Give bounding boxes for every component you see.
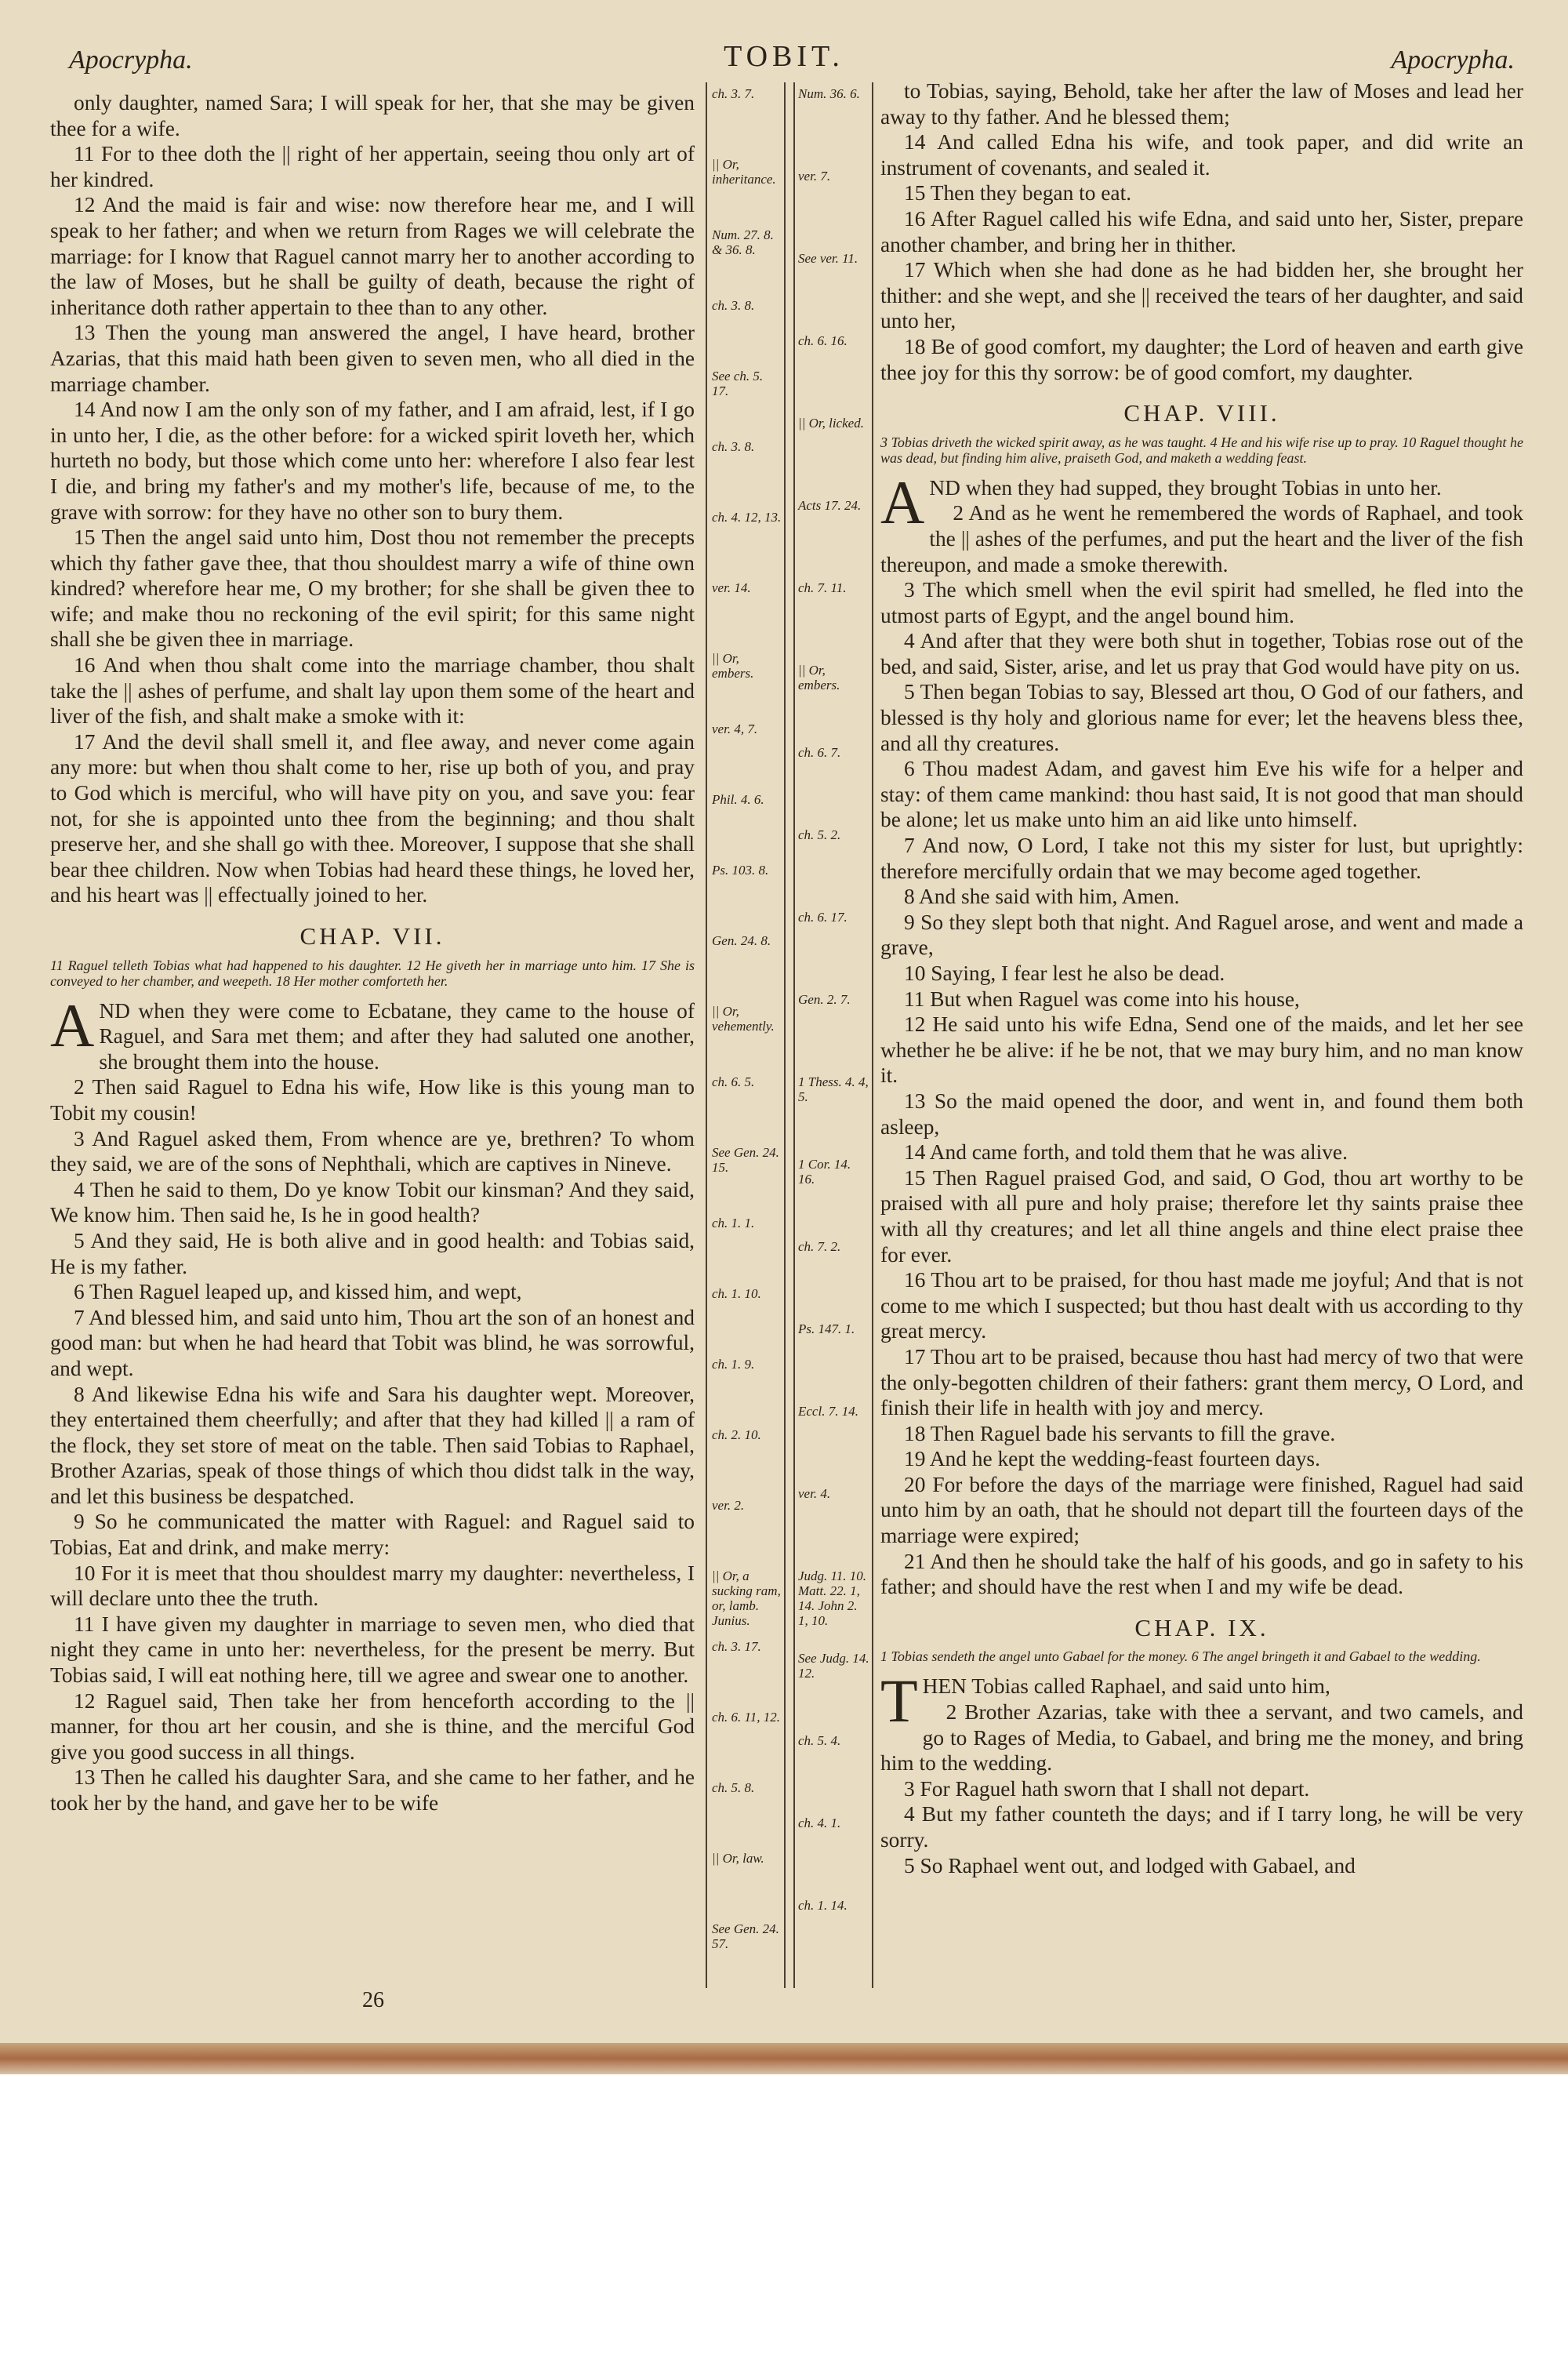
verse: 6 Thou madest Adam, and gavest him Eve his wife for a helper and stay: of them came mankind: thou hast said, It is not good that man should be alone; let us make unto him an aid like unto himself. — [880, 757, 1523, 832]
verse: 9 So he communicated the matter with Raguel: and Raguel said to Tobias, Eat and drink, and make merry: — [50, 1510, 695, 1560]
verse: 8 And she said with him, Amen. — [904, 885, 1180, 909]
verse: 12 And the maid is fair and wise: now therefore hear me, and I will speak to her father; and when we return from Rages we will celebrate the marriage: for I know that Raguel cannot marry her to another according to the law of Moses, but he shall be guilty of death, because the right of inheritance doth rather appertain to thee than to any other. — [50, 193, 695, 319]
verse: 2 And as he went he remembered the words of Raphael, and took the || ashes of the perfumes, and put the heart and the liver of the fish thereupon, and made a smoke therewith. — [880, 501, 1523, 576]
verse: 15 Then the angel said unto him, Dost thou not remember the precepts which thy father gave thee, that thou shouldest marry a wife of thine own kindred? wherefore hear me, O my brother; for she shall be given thee to wife; and make thou no reckoning of the evil spirit; for this same night shall she be given thee in marriage. — [50, 525, 695, 652]
verse: 10 Saying, I fear lest he also be dead. — [904, 961, 1225, 985]
verse: 17 Which when she had done as he had bidden her, she brought her thither: and she wept, and she || received the tears of her daughter, and said unto her, — [880, 258, 1523, 333]
verse: 5 And they said, He is both alive and in good health: and Tobias said, He is my father. — [50, 1228, 695, 1278]
margin-reference: ch. 2. 10. — [712, 1427, 761, 1442]
chapter-summary: 3 Tobias driveth the wicked spirit away, as he was taught. 4 He and his wife rise up to pray. 10 Raguel thought he was dead, but finding him alive, praiseth God, and maketh a wedding feast. — [880, 434, 1523, 466]
verse: 18 Then Raguel bade his servants to fill the grave. — [904, 1421, 1336, 1445]
margin-reference: ch. 3. 17. — [712, 1639, 761, 1654]
running-head-right: Apocrypha. — [1391, 45, 1515, 75]
margin-reference: ch. 1. 1. — [712, 1216, 755, 1230]
margin-reference: See Judg. 14. 12. — [798, 1651, 869, 1681]
margin-reference: Gen. 2. 7. — [798, 992, 851, 1007]
column-rule — [784, 82, 786, 1988]
verse: 9 So they slept both that night. And Raguel arose, and went and made a grave, — [880, 910, 1523, 960]
verse: 11 But when Raguel was come into his house, — [904, 987, 1300, 1011]
verse-list — [50, 1074, 695, 1816]
first-verse — [880, 467, 1523, 536]
chapter-heading: CHAP. IX. — [1134, 1613, 1269, 1641]
margin-reference: ch. 4. 1. — [798, 1816, 841, 1830]
margin-reference: Phil. 4. 6. — [712, 792, 764, 807]
margin-reference: ver. 4, 7. — [712, 722, 758, 736]
margin-reference: || Or, vehemently. — [712, 1004, 775, 1034]
verse: 13 Then he called his daughter Sara, and she came to her father, and he took her by the hand, and gave her to be wife — [50, 1765, 695, 1815]
verse-list — [880, 1699, 1523, 1878]
verse: 20 For before the days of the marriage were finished, Raguel had said unto him by an oath, that he should not depart till the fourteen days of the marriage were expired; — [880, 1472, 1523, 1548]
verse: 18 Be of good comfort, my daughter; the Lord of heaven and earth give thee joy for this thy sorrow: be of good comfort, my daughter. — [880, 334, 1523, 384]
margin-reference: Gen. 24. 8. — [712, 933, 771, 948]
first-verse — [50, 990, 695, 1075]
verse: 10 For it is meet that thou shouldest marry my daughter: nevertheless, I will declare unto thee the truth. — [50, 1561, 695, 1611]
margin-reference: See ver. 11. — [798, 251, 858, 266]
verse: to Tobias, saying, Behold, take her after the law of Moses and lead her away to thy father. And he blessed them; — [880, 79, 1523, 129]
margin-reference: ver. 4. — [798, 1486, 831, 1501]
verse: 16 After Raguel called his wife Edna, and said unto her, Sister, prepare another chamber, and bring her in thither. — [880, 206, 1523, 256]
margin-reference: || Or, law. — [712, 1851, 764, 1866]
verse: 2 Then said Raguel to Edna his wife, How like is this young man to Tobit my cousin! — [50, 1075, 695, 1125]
chapter-summary: 11 Raguel telleth Tobias what had happened to his daughter. 12 He giveth her in marriage unto him. 17 She is conveyed to her chamber, and weepeth. 18 Her mother comforteth her. — [50, 957, 695, 989]
margin-reference: || Or, a sucking ram, or, lamb. Junius. — [712, 1568, 781, 1628]
margin-reference: ch. 5. 4. — [798, 1733, 841, 1748]
column-rule — [706, 82, 707, 1988]
verse: 3 And Raguel asked them, From whence are ye, brethren? To whom they said, we are of the sons of Nephthali, which are captives in Nineve. — [50, 1126, 695, 1176]
verse: 3 For Raguel hath sworn that I shall not depart. — [904, 1776, 1310, 1801]
margin-reference: ch. 7. 11. — [798, 580, 847, 595]
margin-reference: ver. 2. — [712, 1498, 745, 1513]
page-edge — [0, 2043, 1568, 2074]
margin-reference: ch. 5. 8. — [712, 1780, 755, 1795]
margin-reference: Acts 17. 24. — [798, 498, 862, 513]
verse: 7 And blessed him, and said unto him, Thou art the son of an honest and good man: but when he had heard that Tobit was blind, he was sorrowful, and wept. — [50, 1305, 695, 1380]
verse: 11 I have given my daughter in marriage to seven men, who died that night they came in unto her: nevertheless, for the present be merry. But Tobias said, I will eat nothing here, till we agree and swear one to another. — [50, 1612, 695, 1688]
margin-reference: ch. 6. 7. — [798, 745, 841, 760]
margin-reference: ch. 6. 5. — [712, 1074, 755, 1089]
verse: 6 Then Raguel leaped up, and kissed him, and wept, — [74, 1280, 522, 1304]
verse: 21 And then he should take the half of his goods, and go in safety to his father; and should have the rest when I and my wife be dead. — [880, 1549, 1523, 1599]
verse: 4 Then he said to them, Do ye know Tobit our kinsman? And they said, We know him. Then said he, Is he in good health? — [50, 1177, 695, 1227]
margin-reference: ch. 3. 8. — [712, 439, 755, 454]
verse: 16 Thou art to be praised, for thou hast made me joyful; And that is not come to me which I suspected; but thou hast dealt with us according to thy great mercy. — [880, 1268, 1523, 1343]
column-rule — [872, 82, 873, 1988]
right-text-column — [880, 78, 1523, 1878]
running-head-title: TOBIT. — [724, 40, 844, 73]
chapter-heading: CHAP. VIII. — [1123, 399, 1280, 427]
verse-list — [880, 78, 1523, 385]
margin-reference: See Gen. 24. 15. — [712, 1145, 779, 1175]
chapter-summary: 1 Tobias sendeth the angel unto Gabael for the money. 6 The angel bringeth it and Gabael to the wedding. — [880, 1648, 1481, 1665]
verse: 5 Then began Tobias to say, Blessed art thou, O God of our fathers, and blessed is thy holy and glorious name for ever; let the heavens bless thee, and all thy creatures. — [880, 680, 1523, 755]
margin-reference: ch. 1. 9. — [712, 1357, 755, 1372]
margin-reference: ch. 4. 12, 13. — [712, 510, 782, 525]
margin-reference: ch. 5. 2. — [798, 827, 841, 842]
margin-reference: ch. 3. 7. — [712, 86, 755, 101]
verse: 3 The which smell when the evil spirit had smelled, he fled into the utmost parts of Egypt, and the angel bound him. — [880, 578, 1523, 627]
verse: 5 So Raphael went out, and lodged with Gabael, and — [904, 1853, 1356, 1877]
verse: 11 For to thee doth the || right of her appertain, seeing thou only art of her kindred. — [50, 142, 695, 191]
verse: 17 And the devil shall smell it, and flee away, and never come again any more: but when thou shalt come to her, rise up both of you, and pray to God which is merciful, who will have pity on you, and save you: fear not, for she is appointed unto thee from the beginning; and thou shalt preserve her, and she shall go with thee. Moreover, I suppose that she shall bear thee children. Now when Tobias had heard these things, he loved her, and his heart was || effectually joined to her. — [50, 729, 695, 907]
margin-reference: ver. 14. — [712, 580, 751, 595]
verse: 17 Thou art to be praised, because thou hast had mercy of two that were the only-begotten children of their fathers: grant them mercy, O Lord, and finish their life in health with joy and mercy. — [880, 1344, 1523, 1420]
margin-reference: ver. 7. — [798, 169, 831, 184]
verse: 8 And likewise Edna his wife and Sara his daughter wept. Moreover, they entertained them cheerfully; and after that they had killed || a ram of the flock, they set store of meat on the table. Then said Tobias to Raphael, Brother Azarias, speak of those things of which thou didst talk in the way, and let this business be despatched. — [50, 1382, 695, 1508]
drop-cap: A — [880, 467, 925, 536]
first-verse-text: ND when they were come to Ecbatane, they came to the house of Raguel, and Sara met them; and after they had saluted one another, she brought them into the house. — [99, 998, 695, 1074]
margin-reference: ch. 6. 11, 12. — [712, 1710, 781, 1725]
running-head-left: Apocrypha. — [69, 45, 193, 75]
verse-list — [880, 500, 1523, 1600]
verse: 14 And called Edna his wife, and took paper, and did write an instrument of covenants, and sealed it. — [880, 130, 1523, 180]
margin-reference: || Or, embers. — [798, 663, 840, 692]
margin-reference: ch. 1. 10. — [712, 1286, 761, 1301]
first-verse-text: HEN Tobias called Raphael, and said unto him, — [922, 1674, 1330, 1699]
drop-cap: T — [880, 1667, 918, 1736]
margin-reference: Num. 27. 8. & 36. 8. — [712, 227, 774, 257]
verse: 4 And after that they were both shut in together, Tobias rose out of the bed, and said, Sister, arise, and let us pray that God would have pity on us. — [880, 629, 1523, 678]
verse: 15 Then they began to eat. — [904, 181, 1132, 205]
page-number: 26 — [362, 1988, 384, 2012]
margin-reference: 1 Cor. 14. 16. — [798, 1157, 851, 1187]
margin-reference: ch. 6. 16. — [798, 333, 848, 348]
verse: 13 Then the young man answered the angel, I have heard, brother Azarias, that this maid hath been given to seven men, who all died in the marriage chamber. — [50, 321, 695, 396]
verse: 12 He said unto his wife Edna, Send one of the maids, and let her see whether he be alive: if he be not, that we may bury him, and no man know it. — [880, 1012, 1523, 1088]
margin-reference: 1 Thess. 4. 4, 5. — [798, 1074, 869, 1104]
column-rule — [793, 82, 795, 1988]
verse: 2 Brother Azarias, take with thee a servant, and two camels, and go to Rages of Media, to Gabael, and bring me the money, and bring him to the wedding. — [880, 1700, 1523, 1776]
first-verse-text: ND when they had supped, they brought Tobias in unto her. — [929, 475, 1442, 500]
drop-cap: A — [50, 990, 95, 1060]
verse: 19 And he kept the wedding-feast fourteen days. — [904, 1447, 1320, 1471]
margin-reference: Num. 36. 6. — [798, 86, 860, 101]
verse-list — [50, 90, 695, 908]
verse: 16 And when thou shalt come into the marriage chamber, thou shalt take the || ashes of perfume, and shalt lay upon them some of the heart and liver of the fish, and shalt make a smoke with it: — [50, 653, 695, 729]
margin-reference: ch. 1. 14. — [798, 1898, 848, 1913]
margin-reference: See ch. 5. 17. — [712, 369, 764, 398]
margin-reference: ch. 3. 8. — [712, 298, 755, 313]
margin-reference: || Or, embers. — [712, 651, 754, 681]
margin-reference: ch. 7. 2. — [798, 1239, 841, 1254]
verse: 14 And came forth, and told them that he was alive. — [904, 1140, 1348, 1165]
verse: 4 But my father counteth the days; and if I tarry long, he will be very sorry. — [880, 1802, 1523, 1852]
chapter-heading: CHAP. VII. — [299, 922, 445, 950]
left-text-column — [50, 90, 695, 1816]
margin-reference: See Gen. 24. 57. — [712, 1921, 779, 1951]
verse: 15 Then Raguel praised God, and said, O God, thou art worthy to be praised with all pure and holy praise; therefore let thy saints praise thee with all thy creatures; and let all thine angels and thine elect praise thee for ever. — [880, 1165, 1523, 1267]
first-verse — [880, 1667, 1523, 1736]
verse: 14 And now I am the only son of my father, and I am afraid, lest, if I go in unto her, I die, as the other before: for a wicked spirit loveth her, which hurteth no body, but those which come unto her: wherefore I also fear lest I die, and bring my father's and my mother's life, because of me, to the grave with sorrow: for they have no other son to bury them. — [50, 398, 695, 524]
verse: only daughter, named Sara; I will speak for her, that she may be given thee for a wife. — [50, 91, 695, 140]
margin-reference: ch. 6. 17. — [798, 910, 848, 925]
verse: 13 So the maid opened the door, and went in, and found them both asleep, — [880, 1089, 1523, 1139]
margin-reference: || Or, licked. — [798, 416, 864, 431]
verse: 7 And now, O Lord, I take not this my sister for lust, but uprightly: therefore mercifully ordain that we may become aged together. — [880, 834, 1523, 883]
margin-reference: Judg. 11. 10. Matt. 22. 1, 14. John 2. 1, 10. — [798, 1568, 867, 1628]
margin-reference: Eccl. 7. 14. — [798, 1404, 858, 1419]
margin-reference: Ps. 103. 8. — [712, 863, 769, 878]
margin-reference: Ps. 147. 1. — [798, 1321, 855, 1336]
verse: 12 Raguel said, Then take her from henceforth according to the || manner, for thou art her cousin, and she is thine, and the merciful God give you good success in all things. — [50, 1688, 695, 1764]
margin-reference: || Or, inheritance. — [712, 157, 776, 187]
